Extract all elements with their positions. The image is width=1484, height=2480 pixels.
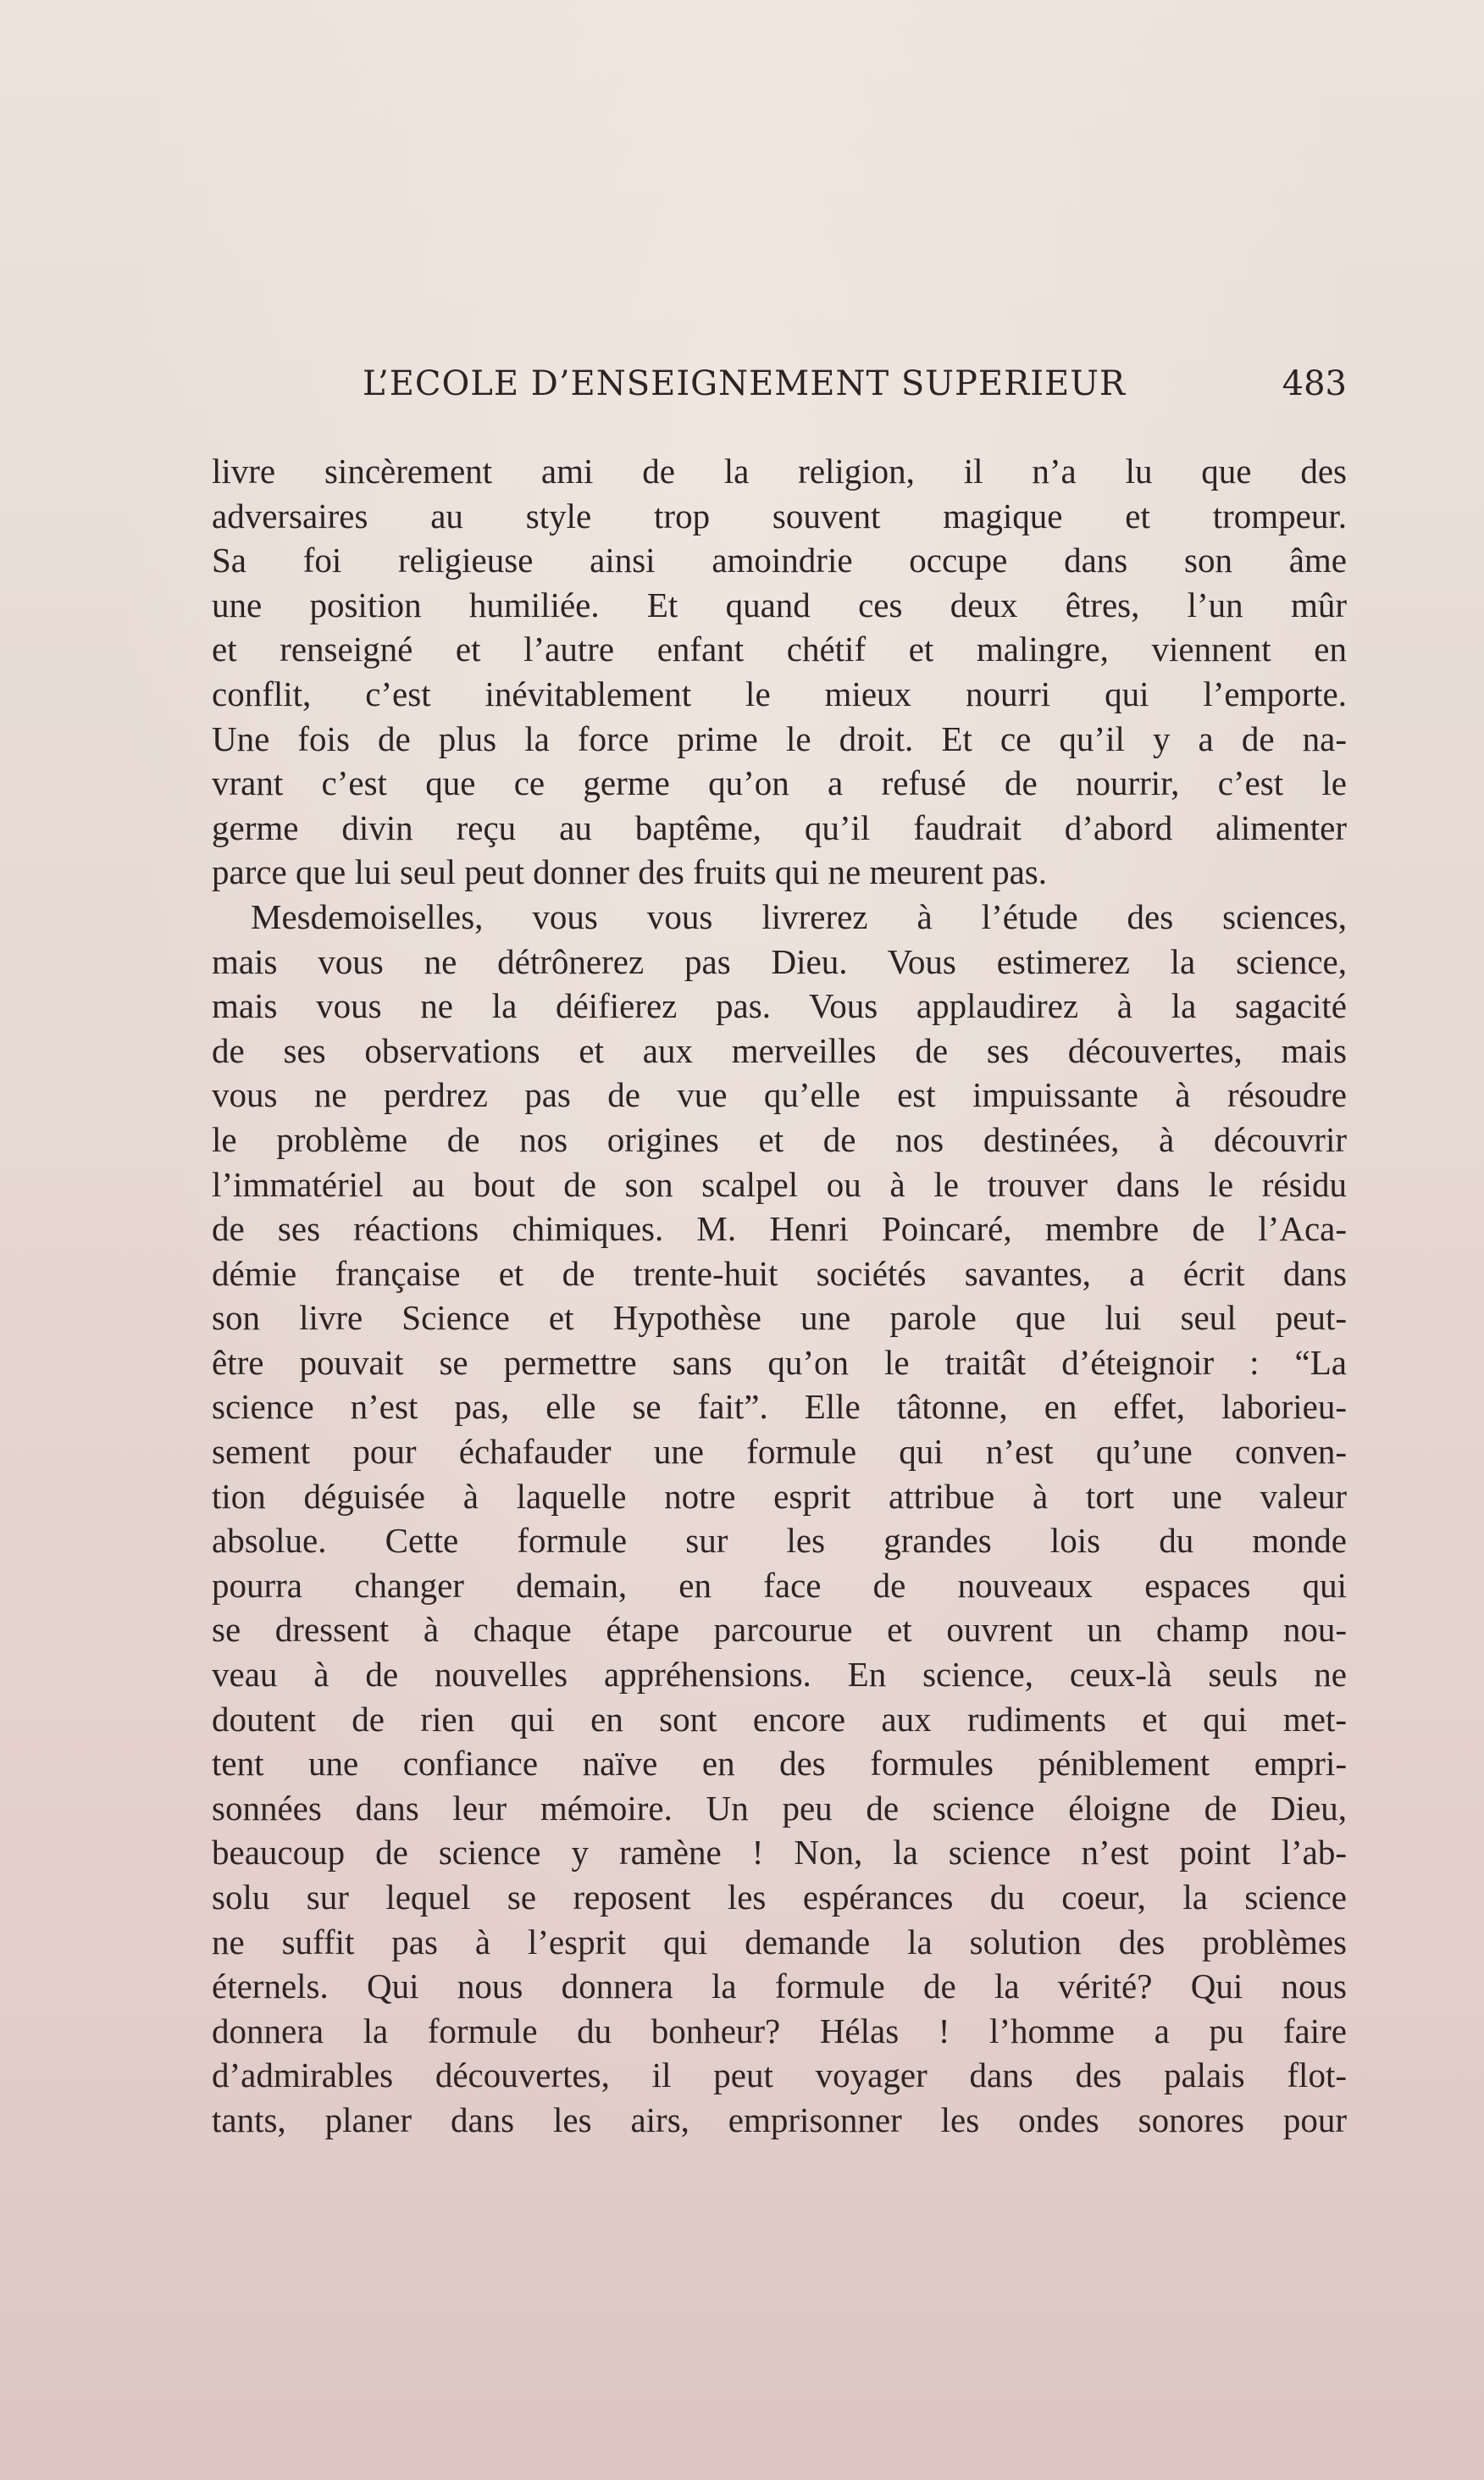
- text-line: l’immatériel au bout de son scalpel ou à le trouver dans le résidu: [212, 1164, 1347, 1204]
- text-line: beaucoup de science y ramène ! Non, la science n’est point l’ab-: [212, 1833, 1347, 1872]
- text-line: conflit, c’est inévitablement le mieux nourri qui l’emporte.: [212, 674, 1347, 713]
- text-line: de ses observations et aux merveilles de ses découvertes, mais: [212, 1030, 1347, 1070]
- text-line: tants, planer dans les airs, emprisonner les ondes sonores pour: [212, 2100, 1347, 2139]
- text-line: Une fois de plus la force prime le droit. Et ce qu’il y a de na-: [212, 718, 1347, 758]
- text-line: son livre Science et Hypothèse une parole que lui seul peut-: [212, 1298, 1347, 1338]
- text-line: éternels. Qui nous donnera la formule de la vérité? Qui nous: [212, 1967, 1347, 2006]
- text-line: doutent de rien qui en sont encore aux rudiments et qui met-: [212, 1699, 1347, 1739]
- text-line: livre sincèrement ami de la religion, il n’a lu que des: [212, 452, 1347, 491]
- text-line: Sa foi religieuse ainsi amoindrie occupe dans son âme: [212, 541, 1347, 580]
- page-number: 483: [1282, 364, 1347, 403]
- text-line: tion déguisée à laquelle notre esprit attribue à tort une valeur: [212, 1476, 1347, 1516]
- text-line: Mesdemoiselles, vous vous livrerez à l’étude des sciences,: [251, 896, 1347, 936]
- text-line: le problème de nos origines et de nos destinées, à découvrir: [212, 1119, 1347, 1159]
- text-line: démie française et de trente-huit sociétés savantes, a écrit dans: [212, 1253, 1347, 1293]
- running-title: L’ECOLE D’ENSEIGNEMENT SUPERIEUR: [363, 364, 1127, 403]
- text-line: pourra changer demain, en face de nouveaux espaces qui: [212, 1565, 1347, 1605]
- text-line: solu sur lequel se reposent les espérances du coeur, la science: [212, 1878, 1347, 1917]
- body-text: [212, 449, 1347, 2143]
- text-line: adversaires au style trop souvent magique et trompeur.: [212, 496, 1347, 535]
- running-head: [212, 364, 1347, 415]
- text-line: de ses réactions chimiques. M. Henri Poincaré, membre de l’Aca-: [212, 1209, 1347, 1249]
- text-line: veau à de nouvelles appréhensions. En science, ceux-là seuls ne: [212, 1655, 1347, 1695]
- text-line: parce que lui seul peut donner des fruits qui ne meurent pas.: [212, 852, 1047, 892]
- text-line: d’admirables découvertes, il peut voyager dans des palais flot-: [212, 2056, 1347, 2095]
- text-line: sonnées dans leur mémoire. Un peu de science éloigne de Dieu,: [212, 1788, 1347, 1828]
- text-line: sement pour échafauder une formule qui n’est qu’une conven-: [212, 1432, 1347, 1472]
- text-line: mais vous ne la déifierez pas. Vous applaudirez à la sagacité: [212, 986, 1347, 1026]
- text-line: vrant c’est que ce germe qu’on a refusé de nourrir, c’est le: [212, 763, 1347, 803]
- text-line: ne suffit pas à l’esprit qui demande la solution des problèmes: [212, 1922, 1347, 1961]
- text-line: mais vous ne détrônerez pas Dieu. Vous estimerez la science,: [212, 941, 1347, 981]
- text-line: et renseigné et l’autre enfant chétif et malingre, viennent en: [212, 630, 1347, 669]
- text-line: absolue. Cette formule sur les grandes lois du monde: [212, 1521, 1347, 1561]
- text-line: une position humiliée. Et quand ces deux êtres, l’un mûr: [212, 585, 1347, 624]
- text-line: se dressent à chaque étape parcourue et ouvrent un champ nou-: [212, 1610, 1347, 1650]
- text-line: être pouvait se permettre sans qu’on le traitât d’éteignoir : “La: [212, 1342, 1347, 1382]
- text-line: science n’est pas, elle se fait”. Elle tâtonne, en effet, laborieu-: [212, 1387, 1347, 1427]
- text-line: vous ne perdrez pas de vue qu’elle est impuissante à résoudre: [212, 1075, 1347, 1115]
- text-line: germe divin reçu au baptême, qu’il faudrait d’abord alimenter: [212, 807, 1347, 847]
- text-line: tent une confiance naïve en des formules péniblement empri-: [212, 1744, 1347, 1784]
- text-line: donnera la formule du bonheur? Hélas ! l’homme a pu faire: [212, 2011, 1347, 2050]
